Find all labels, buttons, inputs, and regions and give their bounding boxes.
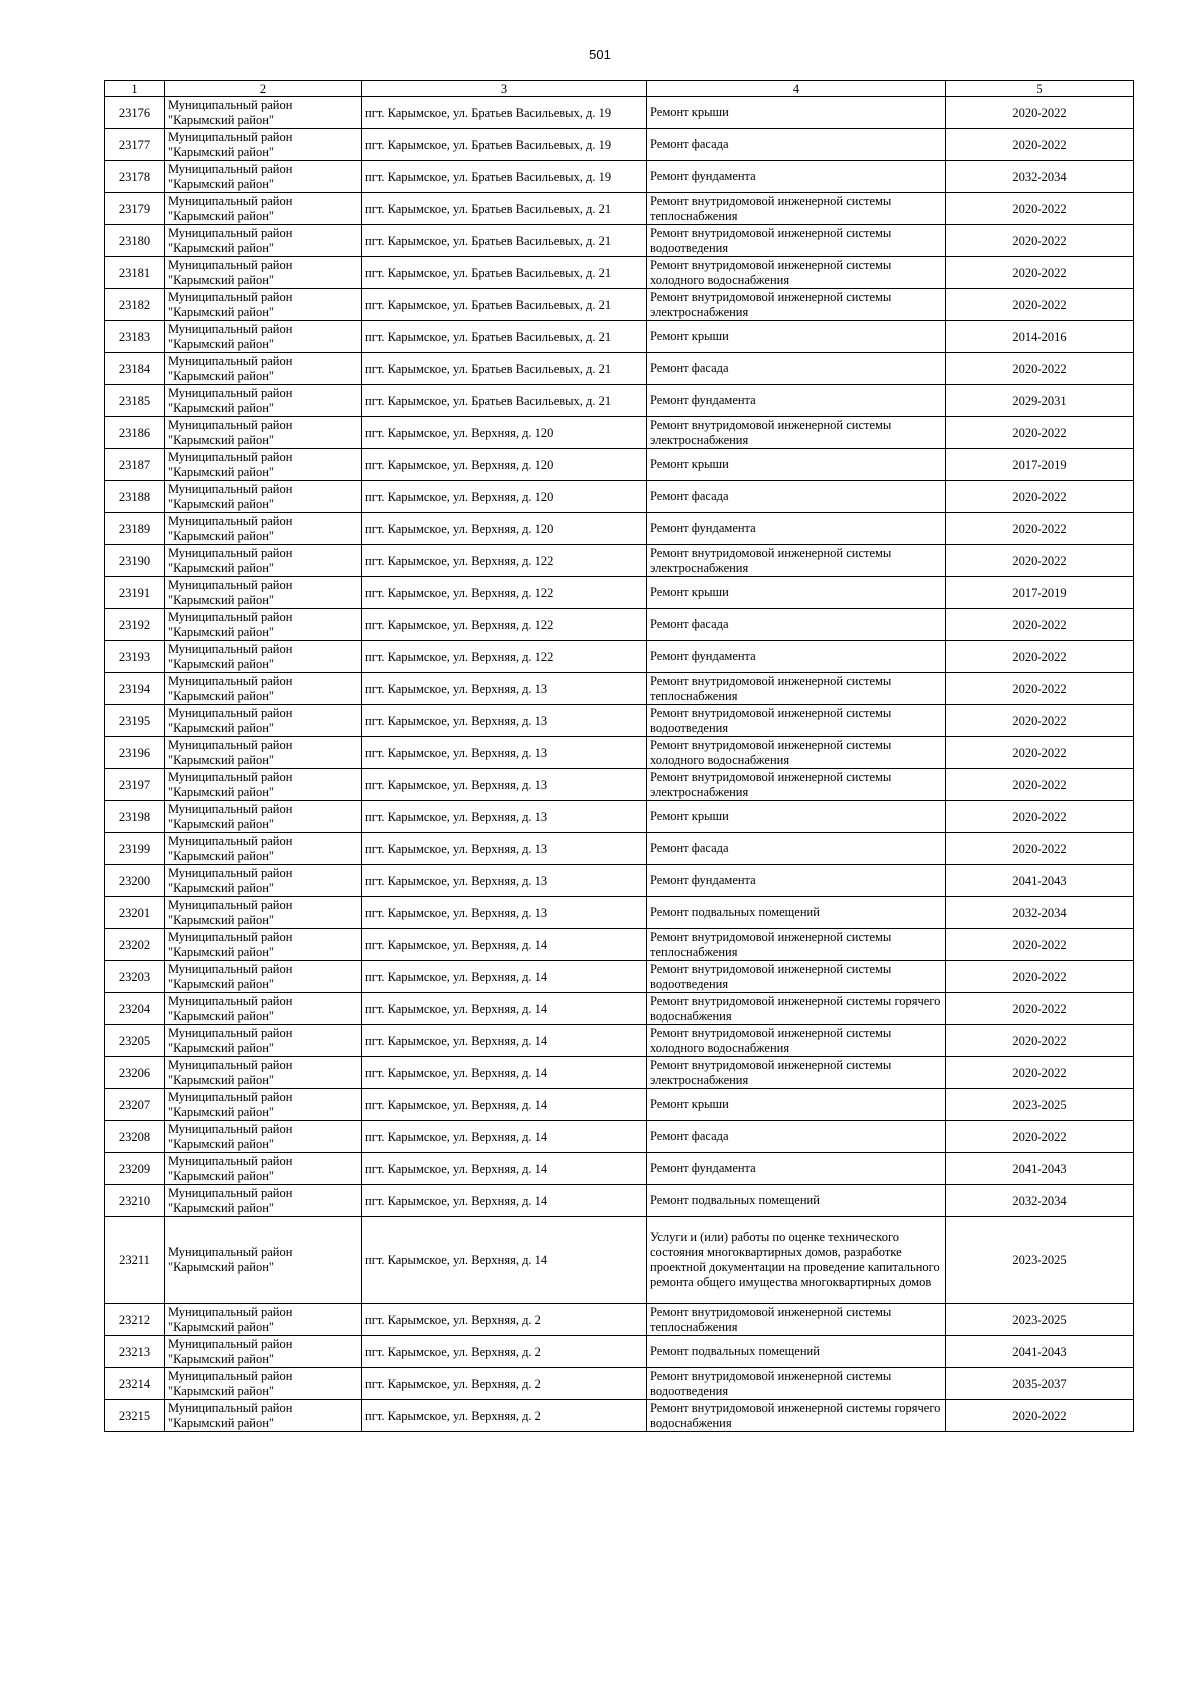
period-cell: 2035-2037 bbox=[946, 1368, 1134, 1400]
work-type-cell: Ремонт фундамента bbox=[647, 161, 946, 193]
address-cell: пгт. Карымское, ул. Братьев Васильевых, д. 19 bbox=[362, 161, 647, 193]
address-cell: пгт. Карымское, ул. Верхняя, д. 122 bbox=[362, 609, 647, 641]
row-number: 23186 bbox=[105, 417, 165, 449]
work-type-cell: Услуги и (или) работы по оценке технического состояния многоквартирных домов, разработке проектной документации на проведение капитального ремонта общего имущества многоквартирных домов bbox=[647, 1217, 946, 1304]
period-cell: 2020-2022 bbox=[946, 257, 1134, 289]
municipality-cell: Муниципальный район "Карымский район" bbox=[165, 1336, 362, 1368]
work-type-cell: Ремонт внутридомовой инженерной системы электроснабжения bbox=[647, 545, 946, 577]
work-type-cell: Ремонт крыши bbox=[647, 1089, 946, 1121]
row-number: 23201 bbox=[105, 897, 165, 929]
table-row bbox=[105, 1185, 1134, 1217]
municipality-cell: Муниципальный район "Карымский район" bbox=[165, 353, 362, 385]
address-cell: пгт. Карымское, ул. Верхняя, д. 2 bbox=[362, 1336, 647, 1368]
work-type-cell: Ремонт внутридомовой инженерной системы водоотведения bbox=[647, 1368, 946, 1400]
header-row bbox=[105, 81, 1134, 97]
municipality-cell: Муниципальный район "Карымский район" bbox=[165, 481, 362, 513]
work-type-cell: Ремонт фундамента bbox=[647, 865, 946, 897]
work-type-cell: Ремонт фасада bbox=[647, 1121, 946, 1153]
work-type-cell: Ремонт внутридомовой инженерной системы теплоснабжения bbox=[647, 1304, 946, 1336]
municipality-cell: Муниципальный район "Карымский район" bbox=[165, 705, 362, 737]
address-cell: пгт. Карымское, ул. Верхняя, д. 14 bbox=[362, 961, 647, 993]
municipality-cell: Муниципальный район "Карымский район" bbox=[165, 897, 362, 929]
period-cell: 2020-2022 bbox=[946, 769, 1134, 801]
work-type-cell: Ремонт внутридомовой инженерной системы электроснабжения bbox=[647, 769, 946, 801]
table-row bbox=[105, 321, 1134, 353]
work-type-cell: Ремонт внутридомовой инженерной системы холодного водоснабжения bbox=[647, 737, 946, 769]
work-type-cell: Ремонт внутридомовой инженерной системы водоотведения bbox=[647, 961, 946, 993]
row-number: 23177 bbox=[105, 129, 165, 161]
period-cell: 2020-2022 bbox=[946, 609, 1134, 641]
address-cell: пгт. Карымское, ул. Братьев Васильевых, д. 19 bbox=[362, 129, 647, 161]
column-header: 5 bbox=[946, 81, 1134, 97]
period-cell: 2041-2043 bbox=[946, 865, 1134, 897]
work-type-cell: Ремонт внутридомовой инженерной системы теплоснабжения bbox=[647, 929, 946, 961]
table-row bbox=[105, 769, 1134, 801]
row-number: 23210 bbox=[105, 1185, 165, 1217]
row-number: 23209 bbox=[105, 1153, 165, 1185]
row-number: 23213 bbox=[105, 1336, 165, 1368]
work-type-cell: Ремонт фундамента bbox=[647, 1153, 946, 1185]
address-cell: пгт. Карымское, ул. Братьев Васильевых, д. 21 bbox=[362, 257, 647, 289]
table-row bbox=[105, 1025, 1134, 1057]
table-row bbox=[105, 193, 1134, 225]
municipality-cell: Муниципальный район "Карымский район" bbox=[165, 1217, 362, 1304]
row-number: 23211 bbox=[105, 1217, 165, 1304]
row-number: 23205 bbox=[105, 1025, 165, 1057]
address-cell: пгт. Карымское, ул. Братьев Васильевых, д. 21 bbox=[362, 193, 647, 225]
work-type-cell: Ремонт фасада bbox=[647, 609, 946, 641]
table-row bbox=[105, 257, 1134, 289]
address-cell: пгт. Карымское, ул. Братьев Васильевых, д. 21 bbox=[362, 385, 647, 417]
address-cell: пгт. Карымское, ул. Верхняя, д. 122 bbox=[362, 641, 647, 673]
row-number: 23180 bbox=[105, 225, 165, 257]
work-type-cell: Ремонт фасада bbox=[647, 129, 946, 161]
municipality-cell: Муниципальный район "Карымский район" bbox=[165, 929, 362, 961]
period-cell: 2020-2022 bbox=[946, 961, 1134, 993]
row-number: 23179 bbox=[105, 193, 165, 225]
table-row bbox=[105, 161, 1134, 193]
period-cell: 2020-2022 bbox=[946, 97, 1134, 129]
address-cell: пгт. Карымское, ул. Братьев Васильевых, д. 21 bbox=[362, 321, 647, 353]
page-number: 501 bbox=[589, 47, 611, 62]
work-type-cell: Ремонт внутридомовой инженерной системы горячего водоснабжения bbox=[647, 1400, 946, 1432]
period-cell: 2020-2022 bbox=[946, 737, 1134, 769]
municipality-cell: Муниципальный район "Карымский район" bbox=[165, 609, 362, 641]
row-number: 23199 bbox=[105, 833, 165, 865]
municipality-cell: Муниципальный район "Карымский район" bbox=[165, 1089, 362, 1121]
row-number: 23195 bbox=[105, 705, 165, 737]
period-cell: 2020-2022 bbox=[946, 1057, 1134, 1089]
address-cell: пгт. Карымское, ул. Верхняя, д. 14 bbox=[362, 1121, 647, 1153]
period-cell: 2020-2022 bbox=[946, 545, 1134, 577]
address-cell: пгт. Карымское, ул. Верхняя, д. 14 bbox=[362, 929, 647, 961]
address-cell: пгт. Карымское, ул. Верхняя, д. 14 bbox=[362, 1153, 647, 1185]
period-cell: 2014-2016 bbox=[946, 321, 1134, 353]
table-row bbox=[105, 609, 1134, 641]
table-row bbox=[105, 705, 1134, 737]
municipality-cell: Муниципальный район "Карымский район" bbox=[165, 193, 362, 225]
period-cell: 2020-2022 bbox=[946, 929, 1134, 961]
row-number: 23181 bbox=[105, 257, 165, 289]
address-cell: пгт. Карымское, ул. Верхняя, д. 14 bbox=[362, 1185, 647, 1217]
period-cell: 2029-2031 bbox=[946, 385, 1134, 417]
municipality-cell: Муниципальный район "Карымский район" bbox=[165, 449, 362, 481]
municipality-cell: Муниципальный район "Карымский район" bbox=[165, 1368, 362, 1400]
table-row bbox=[105, 481, 1134, 513]
period-cell: 2020-2022 bbox=[946, 193, 1134, 225]
municipality-cell: Муниципальный район "Карымский район" bbox=[165, 737, 362, 769]
work-type-cell: Ремонт фасада bbox=[647, 481, 946, 513]
period-cell: 2020-2022 bbox=[946, 641, 1134, 673]
work-type-cell: Ремонт внутридомовой инженерной системы холодного водоснабжения bbox=[647, 257, 946, 289]
table-row bbox=[105, 1368, 1134, 1400]
municipality-cell: Муниципальный район "Карымский район" bbox=[165, 257, 362, 289]
table-row bbox=[105, 897, 1134, 929]
address-cell: пгт. Карымское, ул. Братьев Васильевых, д. 19 bbox=[362, 97, 647, 129]
address-cell: пгт. Карымское, ул. Верхняя, д. 2 bbox=[362, 1368, 647, 1400]
work-type-cell: Ремонт фасада bbox=[647, 353, 946, 385]
municipality-cell: Муниципальный район "Карымский район" bbox=[165, 129, 362, 161]
table-row bbox=[105, 1121, 1134, 1153]
municipality-cell: Муниципальный район "Карымский район" bbox=[165, 225, 362, 257]
row-number: 23202 bbox=[105, 929, 165, 961]
row-number: 23192 bbox=[105, 609, 165, 641]
table-row bbox=[105, 129, 1134, 161]
row-number: 23188 bbox=[105, 481, 165, 513]
work-type-cell: Ремонт внутридомовой инженерной системы электроснабжения bbox=[647, 1057, 946, 1089]
work-type-cell: Ремонт внутридомовой инженерной системы холодного водоснабжения bbox=[647, 1025, 946, 1057]
period-cell: 2032-2034 bbox=[946, 897, 1134, 929]
municipality-cell: Муниципальный район "Карымский район" bbox=[165, 161, 362, 193]
address-cell: пгт. Карымское, ул. Верхняя, д. 2 bbox=[362, 1400, 647, 1432]
municipality-cell: Муниципальный район "Карымский район" bbox=[165, 1025, 362, 1057]
column-header: 3 bbox=[362, 81, 647, 97]
table-body bbox=[105, 97, 1134, 1432]
municipality-cell: Муниципальный район "Карымский район" bbox=[165, 577, 362, 609]
period-cell: 2020-2022 bbox=[946, 1400, 1134, 1432]
municipality-cell: Муниципальный район "Карымский район" bbox=[165, 993, 362, 1025]
work-type-cell: Ремонт внутридомовой инженерной системы водоотведения bbox=[647, 225, 946, 257]
table-row bbox=[105, 385, 1134, 417]
municipality-cell: Муниципальный район "Карымский район" bbox=[165, 961, 362, 993]
period-cell: 2032-2034 bbox=[946, 1185, 1134, 1217]
period-cell: 2020-2022 bbox=[946, 481, 1134, 513]
row-number: 23191 bbox=[105, 577, 165, 609]
period-cell: 2020-2022 bbox=[946, 673, 1134, 705]
address-cell: пгт. Карымское, ул. Верхняя, д. 14 bbox=[362, 1057, 647, 1089]
period-cell: 2020-2022 bbox=[946, 417, 1134, 449]
row-number: 23189 bbox=[105, 513, 165, 545]
address-cell: пгт. Карымское, ул. Братьев Васильевых, д. 21 bbox=[362, 289, 647, 321]
table-row bbox=[105, 673, 1134, 705]
table-row bbox=[105, 865, 1134, 897]
address-cell: пгт. Карымское, ул. Верхняя, д. 13 bbox=[362, 801, 647, 833]
table-row bbox=[105, 353, 1134, 385]
column-header: 2 bbox=[165, 81, 362, 97]
work-type-cell: Ремонт фасада bbox=[647, 833, 946, 865]
row-number: 23190 bbox=[105, 545, 165, 577]
period-cell: 2020-2022 bbox=[946, 353, 1134, 385]
work-type-cell: Ремонт фундамента bbox=[647, 641, 946, 673]
period-cell: 2020-2022 bbox=[946, 833, 1134, 865]
row-number: 23184 bbox=[105, 353, 165, 385]
municipality-cell: Муниципальный район "Карымский район" bbox=[165, 833, 362, 865]
table-row bbox=[105, 289, 1134, 321]
column-header: 4 bbox=[647, 81, 946, 97]
address-cell: пгт. Карымское, ул. Верхняя, д. 2 bbox=[362, 1304, 647, 1336]
table-row bbox=[105, 545, 1134, 577]
address-cell: пгт. Карымское, ул. Верхняя, д. 120 bbox=[362, 513, 647, 545]
work-type-cell: Ремонт подвальных помещений bbox=[647, 897, 946, 929]
work-type-cell: Ремонт крыши bbox=[647, 801, 946, 833]
municipality-cell: Муниципальный район "Карымский район" bbox=[165, 97, 362, 129]
municipality-cell: Муниципальный район "Карымский район" bbox=[165, 1057, 362, 1089]
table-row bbox=[105, 1304, 1134, 1336]
row-number: 23182 bbox=[105, 289, 165, 321]
period-cell: 2020-2022 bbox=[946, 513, 1134, 545]
municipality-cell: Муниципальный район "Карымский район" bbox=[165, 673, 362, 705]
row-number: 23198 bbox=[105, 801, 165, 833]
address-cell: пгт. Карымское, ул. Верхняя, д. 13 bbox=[362, 737, 647, 769]
period-cell: 2041-2043 bbox=[946, 1336, 1134, 1368]
row-number: 23208 bbox=[105, 1121, 165, 1153]
municipality-cell: Муниципальный район "Карымский район" bbox=[165, 865, 362, 897]
row-number: 23197 bbox=[105, 769, 165, 801]
table-row bbox=[105, 1089, 1134, 1121]
work-type-cell: Ремонт крыши bbox=[647, 97, 946, 129]
work-type-cell: Ремонт подвальных помещений bbox=[647, 1336, 946, 1368]
row-number: 23194 bbox=[105, 673, 165, 705]
row-number: 23193 bbox=[105, 641, 165, 673]
address-cell: пгт. Карымское, ул. Верхняя, д. 120 bbox=[362, 481, 647, 513]
row-number: 23200 bbox=[105, 865, 165, 897]
address-cell: пгт. Карымское, ул. Верхняя, д. 13 bbox=[362, 705, 647, 737]
work-type-cell: Ремонт внутридомовой инженерной системы водоотведения bbox=[647, 705, 946, 737]
row-number: 23215 bbox=[105, 1400, 165, 1432]
table-row bbox=[105, 1057, 1134, 1089]
work-type-cell: Ремонт фундамента bbox=[647, 513, 946, 545]
address-cell: пгт. Карымское, ул. Верхняя, д. 13 bbox=[362, 897, 647, 929]
municipality-cell: Муниципальный район "Карымский район" bbox=[165, 417, 362, 449]
table-row bbox=[105, 641, 1134, 673]
municipality-cell: Муниципальный район "Карымский район" bbox=[165, 641, 362, 673]
period-cell: 2017-2019 bbox=[946, 449, 1134, 481]
work-type-cell: Ремонт внутридомовой инженерной системы горячего водоснабжения bbox=[647, 993, 946, 1025]
period-cell: 2017-2019 bbox=[946, 577, 1134, 609]
municipality-cell: Муниципальный район "Карымский район" bbox=[165, 1185, 362, 1217]
table-row bbox=[105, 993, 1134, 1025]
row-number: 23185 bbox=[105, 385, 165, 417]
work-type-cell: Ремонт подвальных помещений bbox=[647, 1185, 946, 1217]
row-number: 23176 bbox=[105, 97, 165, 129]
table-row bbox=[105, 449, 1134, 481]
address-cell: пгт. Карымское, ул. Верхняя, д. 13 bbox=[362, 833, 647, 865]
address-cell: пгт. Карымское, ул. Верхняя, д. 122 bbox=[362, 545, 647, 577]
row-number: 23203 bbox=[105, 961, 165, 993]
work-type-cell: Ремонт крыши bbox=[647, 577, 946, 609]
address-cell: пгт. Карымское, ул. Верхняя, д. 13 bbox=[362, 769, 647, 801]
table-row bbox=[105, 577, 1134, 609]
period-cell: 2020-2022 bbox=[946, 993, 1134, 1025]
address-cell: пгт. Карымское, ул. Верхняя, д. 14 bbox=[362, 1089, 647, 1121]
row-number: 23187 bbox=[105, 449, 165, 481]
period-cell: 2020-2022 bbox=[946, 225, 1134, 257]
municipality-cell: Муниципальный район "Карымский район" bbox=[165, 769, 362, 801]
municipality-cell: Муниципальный район "Карымский район" bbox=[165, 1153, 362, 1185]
work-type-cell: Ремонт крыши bbox=[647, 321, 946, 353]
table-row bbox=[105, 801, 1134, 833]
work-type-cell: Ремонт внутридомовой инженерной системы электроснабжения bbox=[647, 417, 946, 449]
municipality-cell: Муниципальный район "Карымский район" bbox=[165, 801, 362, 833]
table-row bbox=[105, 513, 1134, 545]
work-type-cell: Ремонт фундамента bbox=[647, 385, 946, 417]
address-cell: пгт. Карымское, ул. Верхняя, д. 120 bbox=[362, 449, 647, 481]
municipality-cell: Муниципальный район "Карымский район" bbox=[165, 545, 362, 577]
address-cell: пгт. Карымское, ул. Верхняя, д. 13 bbox=[362, 673, 647, 705]
table-row bbox=[105, 737, 1134, 769]
row-number: 23214 bbox=[105, 1368, 165, 1400]
address-cell: пгт. Карымское, ул. Верхняя, д. 120 bbox=[362, 417, 647, 449]
work-type-cell: Ремонт внутридомовой инженерной системы электроснабжения bbox=[647, 289, 946, 321]
address-cell: пгт. Карымское, ул. Верхняя, д. 14 bbox=[362, 1025, 647, 1057]
address-cell: пгт. Карымское, ул. Братьев Васильевых, д. 21 bbox=[362, 225, 647, 257]
table-row bbox=[105, 225, 1134, 257]
column-header: 1 bbox=[105, 81, 165, 97]
municipality-cell: Муниципальный район "Карымский район" bbox=[165, 289, 362, 321]
work-type-cell: Ремонт крыши bbox=[647, 449, 946, 481]
address-cell: пгт. Карымское, ул. Верхняя, д. 13 bbox=[362, 865, 647, 897]
row-number: 23178 bbox=[105, 161, 165, 193]
municipality-cell: Муниципальный район "Карымский район" bbox=[165, 385, 362, 417]
period-cell: 2020-2022 bbox=[946, 1025, 1134, 1057]
table-row bbox=[105, 961, 1134, 993]
work-type-cell: Ремонт внутридомовой инженерной системы теплоснабжения bbox=[647, 673, 946, 705]
period-cell: 2020-2022 bbox=[946, 1121, 1134, 1153]
municipality-cell: Муниципальный район "Карымский район" bbox=[165, 1400, 362, 1432]
table-row bbox=[105, 833, 1134, 865]
table-row bbox=[105, 97, 1134, 129]
row-number: 23207 bbox=[105, 1089, 165, 1121]
table-row bbox=[105, 1400, 1134, 1432]
row-number: 23206 bbox=[105, 1057, 165, 1089]
period-cell: 2032-2034 bbox=[946, 161, 1134, 193]
period-cell: 2023-2025 bbox=[946, 1217, 1134, 1304]
table-row bbox=[105, 417, 1134, 449]
address-cell: пгт. Карымское, ул. Верхняя, д. 14 bbox=[362, 993, 647, 1025]
municipality-cell: Муниципальный район "Карымский район" bbox=[165, 321, 362, 353]
period-cell: 2020-2022 bbox=[946, 289, 1134, 321]
table-row bbox=[105, 929, 1134, 961]
period-cell: 2020-2022 bbox=[946, 129, 1134, 161]
municipality-cell: Муниципальный район "Карымский район" bbox=[165, 1121, 362, 1153]
row-number: 23204 bbox=[105, 993, 165, 1025]
address-cell: пгт. Карымское, ул. Верхняя, д. 122 bbox=[362, 577, 647, 609]
work-type-cell: Ремонт внутридомовой инженерной системы теплоснабжения bbox=[647, 193, 946, 225]
address-cell: пгт. Карымское, ул. Верхняя, д. 14 bbox=[362, 1217, 647, 1304]
period-cell: 2020-2022 bbox=[946, 705, 1134, 737]
row-number: 23183 bbox=[105, 321, 165, 353]
row-number: 23212 bbox=[105, 1304, 165, 1336]
period-cell: 2023-2025 bbox=[946, 1089, 1134, 1121]
period-cell: 2041-2043 bbox=[946, 1153, 1134, 1185]
table-row bbox=[105, 1217, 1134, 1304]
row-number: 23196 bbox=[105, 737, 165, 769]
table-row bbox=[105, 1153, 1134, 1185]
address-cell: пгт. Карымское, ул. Братьев Васильевых, д. 21 bbox=[362, 353, 647, 385]
repair-schedule-table bbox=[104, 80, 1134, 1432]
period-cell: 2020-2022 bbox=[946, 801, 1134, 833]
table-row bbox=[105, 1336, 1134, 1368]
period-cell: 2023-2025 bbox=[946, 1304, 1134, 1336]
municipality-cell: Муниципальный район "Карымский район" bbox=[165, 513, 362, 545]
municipality-cell: Муниципальный район "Карымский район" bbox=[165, 1304, 362, 1336]
